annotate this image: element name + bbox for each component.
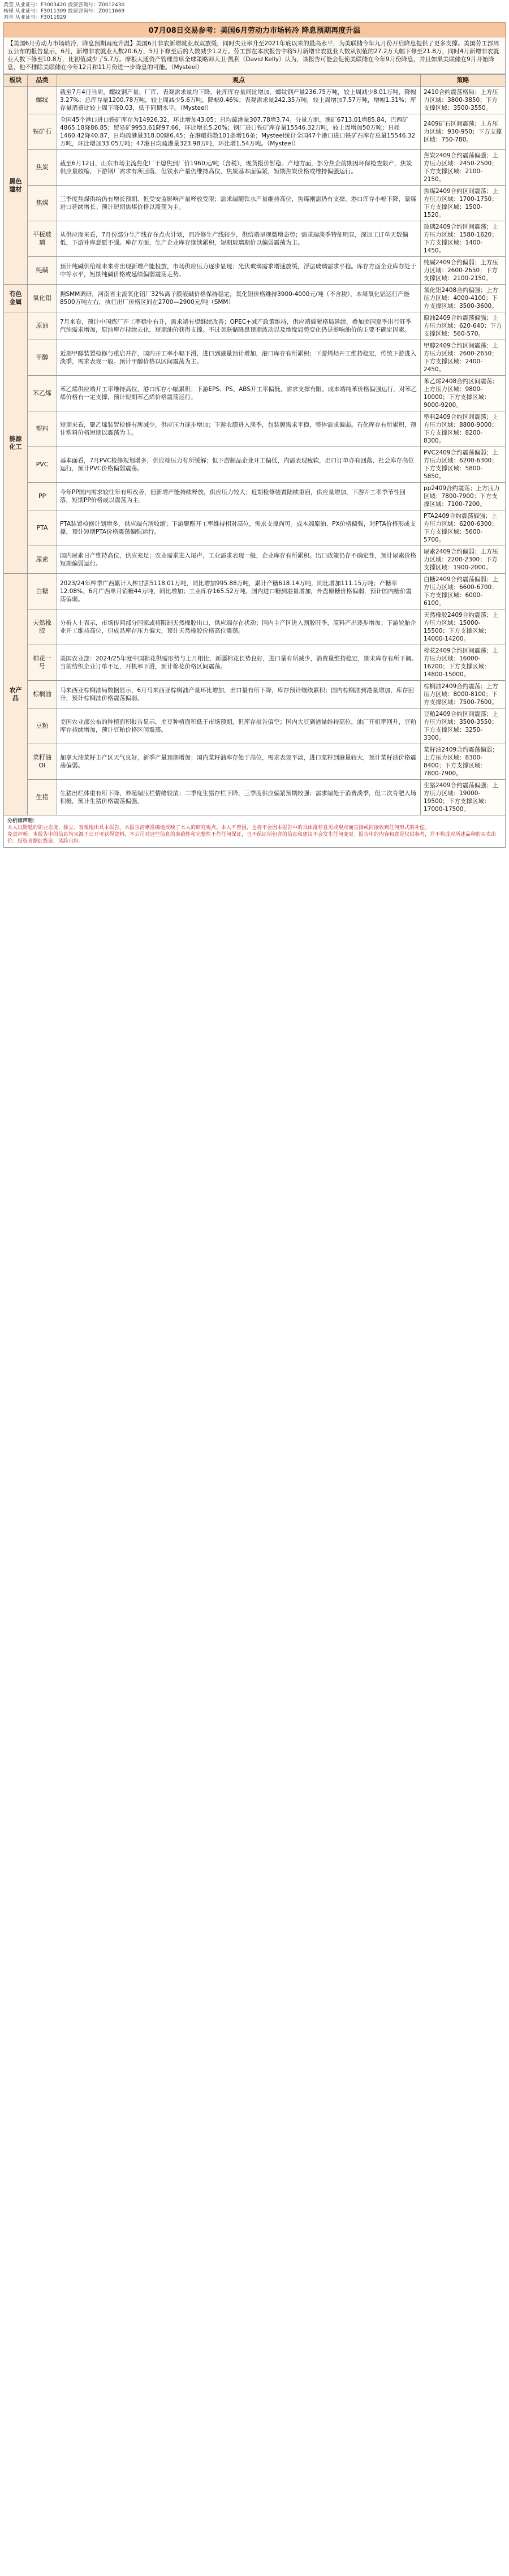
table-row bbox=[4, 780, 506, 815]
analyst-line: 杨锋 从业证号：F3011309 投资咨询号：Z0011669 bbox=[3, 8, 125, 14]
table-row bbox=[4, 257, 506, 285]
table-row bbox=[4, 150, 506, 186]
variety-cell: 塑料 bbox=[28, 411, 57, 447]
variety-cell: 苯乙烯 bbox=[28, 376, 57, 411]
view-cell: 预计纯碱供给端未来将出现新增产能投放，市场供应压力逐步显现；光伏玻璃需求增速放缓，浮法玻璃需求平稳。库存方面企业库存处于中等水平，短期纯碱价格或延续偏弱震荡走势。 bbox=[57, 257, 421, 285]
table-row bbox=[4, 340, 506, 376]
table-row bbox=[4, 312, 506, 340]
view-cell: 短期来看，聚乙烯装置检修有所减少，供应压力逐步增加；下游农膜进入淡季，包装膜需求平稳，整体需求偏弱。石化库存有所累积，预计塑料价格短期以震荡为主。 bbox=[57, 411, 421, 447]
view-cell: 据SMM调研，河南省主流氧化铝厂32%离子膜液碱价格保持稳定，氧化铝价格维持3900-4000元/吨（不含税），本周氧化铝运行产能8500万吨左右，执行出厂价格区间在2700—2900元/吨（SMM） bbox=[57, 285, 421, 312]
variety-cell: 棕榈油 bbox=[28, 681, 57, 709]
view-cell: 马来西亚棕榈油局数据显示，6月马来西亚棕榈油产量环比增加，出口量有所下降，库存预计继续累积；国内棕榈油到港量增加，库存回升，预计棕榈油价格震荡偏弱。 bbox=[57, 681, 421, 709]
strategy-cell: 棉花2409合约区间震荡；上方压力区域：16000-16200；下方支撑区域：14800-15000。 bbox=[421, 645, 506, 681]
view-cell: 全国45个港口进口铁矿库存为14926.32，环比增加43.05；日均疏港量307.78增3.74。分量方面，澳矿6713.01增85.84，巴西矿4865.18降86.85；贸易矿9953.61降97.66，环比增长5.20%；钢厂进口铁矿库存量15546.32万吨，较上周增加50万吨；日耗1460.42降40.87，日均疏港量318.00降6.45；在港船舶数101条增16条；Mysteel统计全国47个港口进口铁矿石库存总量15546.32万吨，环比增加33.05万吨；47港日均疏港量323.98万吨，环比增1.54万吨。（Mysteel） bbox=[57, 114, 421, 150]
table-row bbox=[4, 221, 506, 257]
strategy-cell: 尿素2409合约偏弱；上方压力区域：2200-2300；下方支撑区域：1900-2000。 bbox=[421, 546, 506, 574]
view-cell: 近期甲醇装置检修与重启并存，国内开工率小幅下滑，进口到港量预计增加，港口库存有所累积；下游烯烃开工维持稳定，传统下游进入淡季，需求表现一般。预计甲醇价格以区间震荡为主。 bbox=[57, 340, 421, 376]
sector-cell: 农产品 bbox=[4, 574, 28, 815]
strategy-cell: 2410合约震荡格局；上方压力区域：3800-3850；下方支撑区域：3500-3550。 bbox=[421, 87, 506, 114]
variety-cell: 豆粕 bbox=[28, 709, 57, 744]
variety-cell: 铁矿石 bbox=[28, 114, 57, 150]
strategy-cell: 氧化铝2408合约偏强；上方压力区域：4000-4100；下方支撑区域：3500-3600。 bbox=[421, 285, 506, 312]
view-cell: 基本面看，7月PVC检修规划增多，供应端压力有所缓解；但下游制品企业开工偏低，内需表现疲软，出口订单亦有回落，社会库存高位运行，预计PVC价格偏弱震荡。 bbox=[57, 447, 421, 483]
view-cell: 分析人士表示，市场传闻部分国家或将限制天然橡胶出口，供应端存在扰动；国内主产区进入割胶旺季，原料产出逐步增加；下游轮胎企业开工维持高位，但成品库存压力偏大，预计天然橡胶价格高位震荡。 bbox=[57, 609, 421, 645]
view-cell: 国内尿素日产维持高位，供应充足；农业需求进入尾声，工业需求表现一般，企业库存有所累积。出口政策仍存不确定性，预计尿素价格短期偏弱运行。 bbox=[57, 546, 421, 574]
view-cell: 截至7月4日当周，螺纹钢产量、厂库、表观需求量均下降，社库库存量同比增加，螺纹钢产量236.75万吨，较上周减少8.01万吨，降幅3.27%；总库存量1200.78万吨，较上周减少5.6万吨，降幅0.46%；表观需求量242.35万吨，较上周增加7.57万吨，增幅1.31%；库存量消费比较上周下降0.03，低于同期水平。（Mysteel） bbox=[57, 87, 421, 114]
variety-cell: 氧化铝 bbox=[28, 285, 57, 312]
reference-table bbox=[3, 74, 506, 815]
strategy-cell: PVC2409合约震荡偏弱；上方压力区域：6200-6300；下方支撑区域：5800-5850。 bbox=[421, 447, 506, 483]
page bbox=[0, 0, 509, 851]
view-cell: 从供应面来看，7月份部分生产线存在点火计划，而冷修生产线较少，供给端呈现微增态势；需求端淡季特征明显，深加工订单天数偏低，下游补库意愿不强。库存方面，生产企业库存继续累积，短期玻璃期价以偏弱震荡为主。 bbox=[57, 221, 421, 257]
variety-cell: 棉花一号 bbox=[28, 645, 57, 681]
analyst-line: 黄莹 从业证号：F3003420 投资咨询号：Z0012430 bbox=[3, 2, 125, 8]
disclaimer-line: 本人以勤勉的职业态度，独立、客观地出具本报告。本报告清晰准确地反映了本人的研究观点。本人不曾因，也将不会因本报告中的具体推荐意见或观点而直接或间接收到任何形式的补偿。 bbox=[7, 825, 430, 831]
table-row bbox=[4, 411, 506, 447]
table-row bbox=[4, 114, 506, 150]
header-strategy: 策略 bbox=[421, 75, 506, 87]
report-title: 07月08日交易参考：美国6月劳动力市场转冷 降息预期再度升温 bbox=[3, 22, 506, 37]
strategy-cell: 白糖2409合约震荡偏弱；上方压力区域：6600-6700；下方支撑区域：6000-6100。 bbox=[421, 574, 506, 609]
variety-cell: 焦炭 bbox=[28, 150, 57, 186]
table-row bbox=[4, 645, 506, 681]
analyst-list bbox=[3, 2, 506, 21]
variety-cell: PP bbox=[28, 483, 57, 510]
strategy-cell: 甲醇2409合约区间震荡；上方压力区域：2600-2650；下方支撑区域：2400-2450。 bbox=[421, 340, 506, 376]
view-cell: 三季度焦煤供给仍有增长预期，但受安监影响产量释放受限；需求端随铁水产量维持高位，焦煤刚需仍有支撑。港口库存小幅下降，蒙煤进口延续增长。预计短期焦煤价格以震荡为主。 bbox=[57, 186, 421, 221]
table-row bbox=[4, 744, 506, 780]
variety-cell: 平板玻璃 bbox=[28, 221, 57, 257]
view-cell: 2023/24年榨季广西累计入榨甘蔗5118.01万吨，同比增加995.88万吨，累计产糖618.14万吨，同比增加111.15万吨；产糖率12.08%。6月广西单月销糖44万吨，同比增加；工业库存165.52万吨。国内进口糖到港量增加，外盘原糖价格偏弱，预计国内糖价震荡偏弱。 bbox=[57, 574, 421, 609]
strategy-cell: 原油2409合约震荡偏强；上方压力区域：620-640；下方支撑区域：560-570。 bbox=[421, 312, 506, 340]
table-row bbox=[4, 609, 506, 645]
variety-cell: 生猪 bbox=[28, 780, 57, 815]
strategy-cell: 苯乙烯2408合约区间震荡；上方压力区域：9800-10000；下方支撑区域：9000-9200。 bbox=[421, 376, 506, 411]
view-cell: 生猪出栏体重有所下降，养殖端压栏情绪较浓；二季度生猪存栏下降，三季度供应偏紧预期较强；需求端处于消费淡季，但二次育肥入场积极，预计生猪价格震荡偏强。 bbox=[57, 780, 421, 815]
strategy-cell: 生猪2409合约震荡偏强；上方压力区域：19000-19500；下方支撑区域：17000-17500。 bbox=[421, 780, 506, 815]
strategy-cell: 塑料2409合约区间震荡；上方压力区域：8800-9000；下方支撑区域：8200-8300。 bbox=[421, 411, 506, 447]
variety-cell: 尿素 bbox=[28, 546, 57, 574]
view-cell: 美国农业部：2024/25年度中国棉花供需形势与上月相比，新疆棉花长势良好，进口量有所减少，消费量维持稳定，期末库存有所下调。当前纺织企业订单不足，开机率下滑，预计棉花价格区间震荡。 bbox=[57, 645, 421, 681]
table-row bbox=[4, 681, 506, 709]
header-sector: 板块 bbox=[4, 75, 28, 87]
sector-cell: 有色金属 bbox=[4, 285, 28, 312]
table-row bbox=[4, 376, 506, 411]
strategy-cell: 焦煤2409合约区间震荡；上方压力区域：1700-1750；下方支撑区域：1500-1520。 bbox=[421, 186, 506, 221]
variety-cell: 螺纹 bbox=[28, 87, 57, 114]
strategy-cell: pp2409合约震荡；上方压力区域：7800-7900；下方支撑区域：7100-7200。 bbox=[421, 483, 506, 510]
strategy-cell: 玻璃2409合约区间震荡；上方压力区域：1580-1620；下方支撑区域：1400-1450。 bbox=[421, 221, 506, 257]
view-cell: 加拿大油菜籽主产区天气良好，新季产量预期增加；国内菜籽油库存处于高位，需求表现平淡，进口菜籽到港量较大，预计菜籽油价格震荡偏弱。 bbox=[57, 744, 421, 780]
variety-cell: 甲醇 bbox=[28, 340, 57, 376]
strategy-cell: 纯碱2409合约偏弱；上方压力区域：2600-2650；下方支撑区域：2100-2150。 bbox=[421, 257, 506, 285]
disclaimer-heading: 分析师声明： bbox=[7, 818, 38, 824]
table-row bbox=[4, 510, 506, 546]
strategy-cell: 豆粕2409合约区间震荡；上方压力区域：3500-3550；下方支撑区域：3250-3300。 bbox=[421, 709, 506, 744]
view-cell: 美国农业部公布的种植面积报告显示，美豆种植面积低于市场预期，但库存报告偏空；国内大豆到港量维持高位，油厂开机率回升，豆粕库存持续增加，预计豆粕价格区间震荡。 bbox=[57, 709, 421, 744]
variety-cell: 菜籽油OI bbox=[28, 744, 57, 780]
strategy-cell: PTA2409合约震荡偏强；上方压力区域：6200-6300；下方支撑区域：5600-5700。 bbox=[421, 510, 506, 546]
table-row bbox=[4, 285, 506, 312]
header-variety: 品类 bbox=[28, 75, 57, 87]
strategy-cell: 天然橡胶2409合约震荡；上方压力区域：15000-15500；下方支撑区域：14000-14200。 bbox=[421, 609, 506, 645]
strategy-cell: 2409矿石区间震荡；上方压力区域：930-950；下方支撑区域：750-780。 bbox=[421, 114, 506, 150]
sector-cell: 能源化工 bbox=[4, 312, 28, 574]
view-cell: 今年PP国内需求较往年有所改善，但新增产能持续释放，供应压力较大；近期检修装置陆续重启，供应量增加，下游开工率季节性回落，短期PP价格或以震荡为主。 bbox=[57, 483, 421, 510]
variety-cell: 焦煤 bbox=[28, 186, 57, 221]
intro-paragraph: 【美国6月劳动力市场转冷，降息预期再度升温】美国6月非农新增就业双双放缓，同时失业率升至2021年底以来的最高水平，为美联储今年九月份开启降息提供了更多支撑。美国劳工部周五公布的报告显示，6月，新增非农就业人数20.6万，5月下修至后的人数减少1.2万。劳工部在本次报告中将5月新增非农就业人数从初值的27.2万大幅下修至21.8万，同时4月新增非农就业人数下修至10.8万，比初值减少了5.7万。摩根大通资产管理首席全球策略师大卫·凯利（David Kelly）认为，该报告可能会促使美联储在今年9月份降息，并且如果美联储在9月开始降息，他不排除美联储在今年12月和11月份进一步降息的可能。（Mysteel） bbox=[3, 37, 506, 74]
view-cell: 苯乙烯供应端开工率维持高位，港口库存小幅累积；下游EPS、PS、ABS开工率偏低，需求支撑有限。成本端纯苯价格偏强运行，对苯乙烯价格有一定支撑，预计短期苯乙烯价格震荡运行。 bbox=[57, 376, 421, 411]
disclaimer bbox=[3, 815, 506, 848]
strategy-cell: 棕榈油2409合约震荡；上方压力区域：8000-8100；下方支撑区域：7500-7600。 bbox=[421, 681, 506, 709]
table-row bbox=[4, 574, 506, 609]
disclaimer-line: 免责声明：本报告中的信息均来源于公开可获得资料，本公司对这些信息的准确性和完整性不作任何保证，也不保证所包含的信息和建议不会发生任何变更。报告中的内容和意见仅供参考，并不构成对所述品种的买卖出价。投资者据此投资，风险自担。 bbox=[7, 832, 497, 844]
table-row bbox=[4, 186, 506, 221]
view-cell: 7月来看，预计中国炼厂开工率稳中有升，需求端有望继续改善；OPEC+减产政策维持，供应端偏紧格局延续，叠加美国夏季出行旺季汽油需求增加，原油库存持续去化，短期油价获得支撑。不过美联储降息预期波动以及地缘局势变化仍是影响油价的主要不确定因素。 bbox=[57, 312, 421, 340]
sector-cell: 黑色建材 bbox=[4, 87, 28, 285]
analyst-line: 刘青 从业证号：F3011929 bbox=[3, 15, 67, 20]
table-row bbox=[4, 709, 506, 744]
variety-cell: 原油 bbox=[28, 312, 57, 340]
table-row bbox=[4, 483, 506, 510]
variety-cell: 白糖 bbox=[28, 574, 57, 609]
view-cell: PTA装置检修计划增多，供应端有所收缩；下游聚酯开工率维持相对高位，需求支撑尚可。成本端原油、PX价格偏强，对PTA价格形成支撑，预计短期PTA价格震荡偏强运行。 bbox=[57, 510, 421, 546]
variety-cell: 天然橡胶 bbox=[28, 609, 57, 645]
strategy-cell: 菜籽油2409合约震荡偏弱；上方压力区域：8300-8400；下方支撑区域：7800-7900。 bbox=[421, 744, 506, 780]
header-view: 观点 bbox=[57, 75, 421, 87]
variety-cell: PVC bbox=[28, 447, 57, 483]
strategy-cell: 焦炭2409合约震荡偏强；上方压力区域：2450-2500；下方支撑区域：2100-2150。 bbox=[421, 150, 506, 186]
variety-cell: PTA bbox=[28, 510, 57, 546]
view-cell: 截至6月12日，山东市场主流焦化厂干熄焦到厂价1960元/吨（含税），现货报价暂稳。产地方面，部分焦企前期因环保检查限产，焦炭供应量收缩，下游钢厂需求有所回落，但铁水产量仍维持高位，焦炭基本面偏紧，短期焦炭价格或维持偏强运行。 bbox=[57, 150, 421, 186]
variety-cell: 纯碱 bbox=[28, 257, 57, 285]
table-header-row bbox=[4, 75, 506, 87]
table-row bbox=[4, 546, 506, 574]
table-body bbox=[4, 87, 506, 815]
table-row bbox=[4, 447, 506, 483]
table-row bbox=[4, 87, 506, 114]
